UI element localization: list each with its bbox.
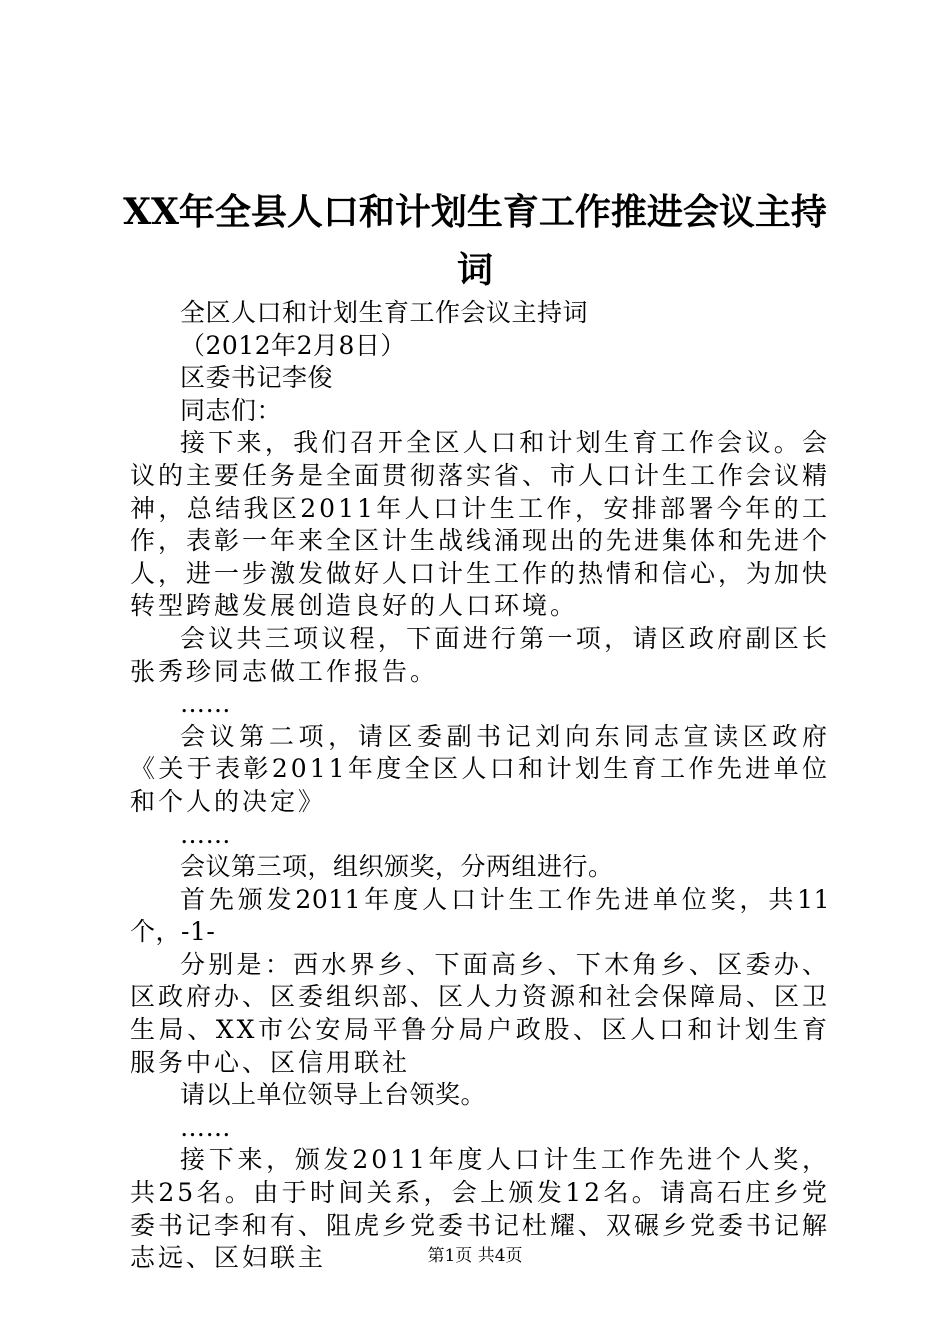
- subtitle: 全区人口和计划生育工作会议主持词: [180, 298, 589, 327]
- paragraph: 首先颁发2011年度人口计生工作先进单位奖，共11个，-1-: [130, 884, 830, 947]
- document-body: [130, 297, 830, 1275]
- ellipsis-line: ……: [180, 1112, 231, 1142]
- page-indicator: 第1页 共4页: [427, 1246, 523, 1266]
- speaker-line: 区委书记李俊: [180, 363, 334, 393]
- date-line: （2012年2月8日）: [180, 330, 406, 360]
- ellipsis-line: ……: [180, 819, 231, 849]
- ellipsis-line: ……: [180, 689, 231, 719]
- paragraph: 请以上单位领导上台领奖。: [180, 1080, 487, 1110]
- paragraph: 接下来，我们召开全区人口和计划生育工作会议。会议的主要任务是全面贯彻落实省、市人口计生工作会议精神，总结我区2011年人口计生工作，安排部署今年的工作，表彰一年来全区计生战线涌现出的先进集体和先进个人，进一步激发做好人口计生工作的热情和信心，为加快转型跨越发展创造良好的人口环境。: [130, 428, 831, 621]
- paragraph: 会议第三项，组织颁奖，分两组进行。: [180, 852, 614, 882]
- document-title: XX年全县人口和计划生育工作推进会议主持词: [123, 191, 827, 291]
- salutation: 同志们：: [180, 395, 283, 425]
- paragraph: 接下来，颁发2011年度人口计生工作先进个人奖，共25名。由于时间关系，会上颁发12名。请高石庄乡党委书记李和有、阻虎乡党委书记杜耀、双碾乡党委书记解志远、区妇联主: [130, 1145, 831, 1273]
- paragraph: 分别是：西水界乡、下面高乡、下木角乡、区委办、区政府办、区委组织部、区人力资源和社会保障局、区卫生局、XX市公安局平鲁分局户政股、区人口和计划生育服务中心、区信用联社: [130, 949, 831, 1077]
- paragraph: 会议共三项议程，下面进行第一项，请区政府副区长张秀珍同志做工作报告。: [130, 623, 830, 686]
- paragraph: 会议第二项，请区委副书记刘向东同志宣读区政府《关于表彰2011年度全区人口和计划生育工作先进单位和个人的决定》: [130, 721, 830, 816]
